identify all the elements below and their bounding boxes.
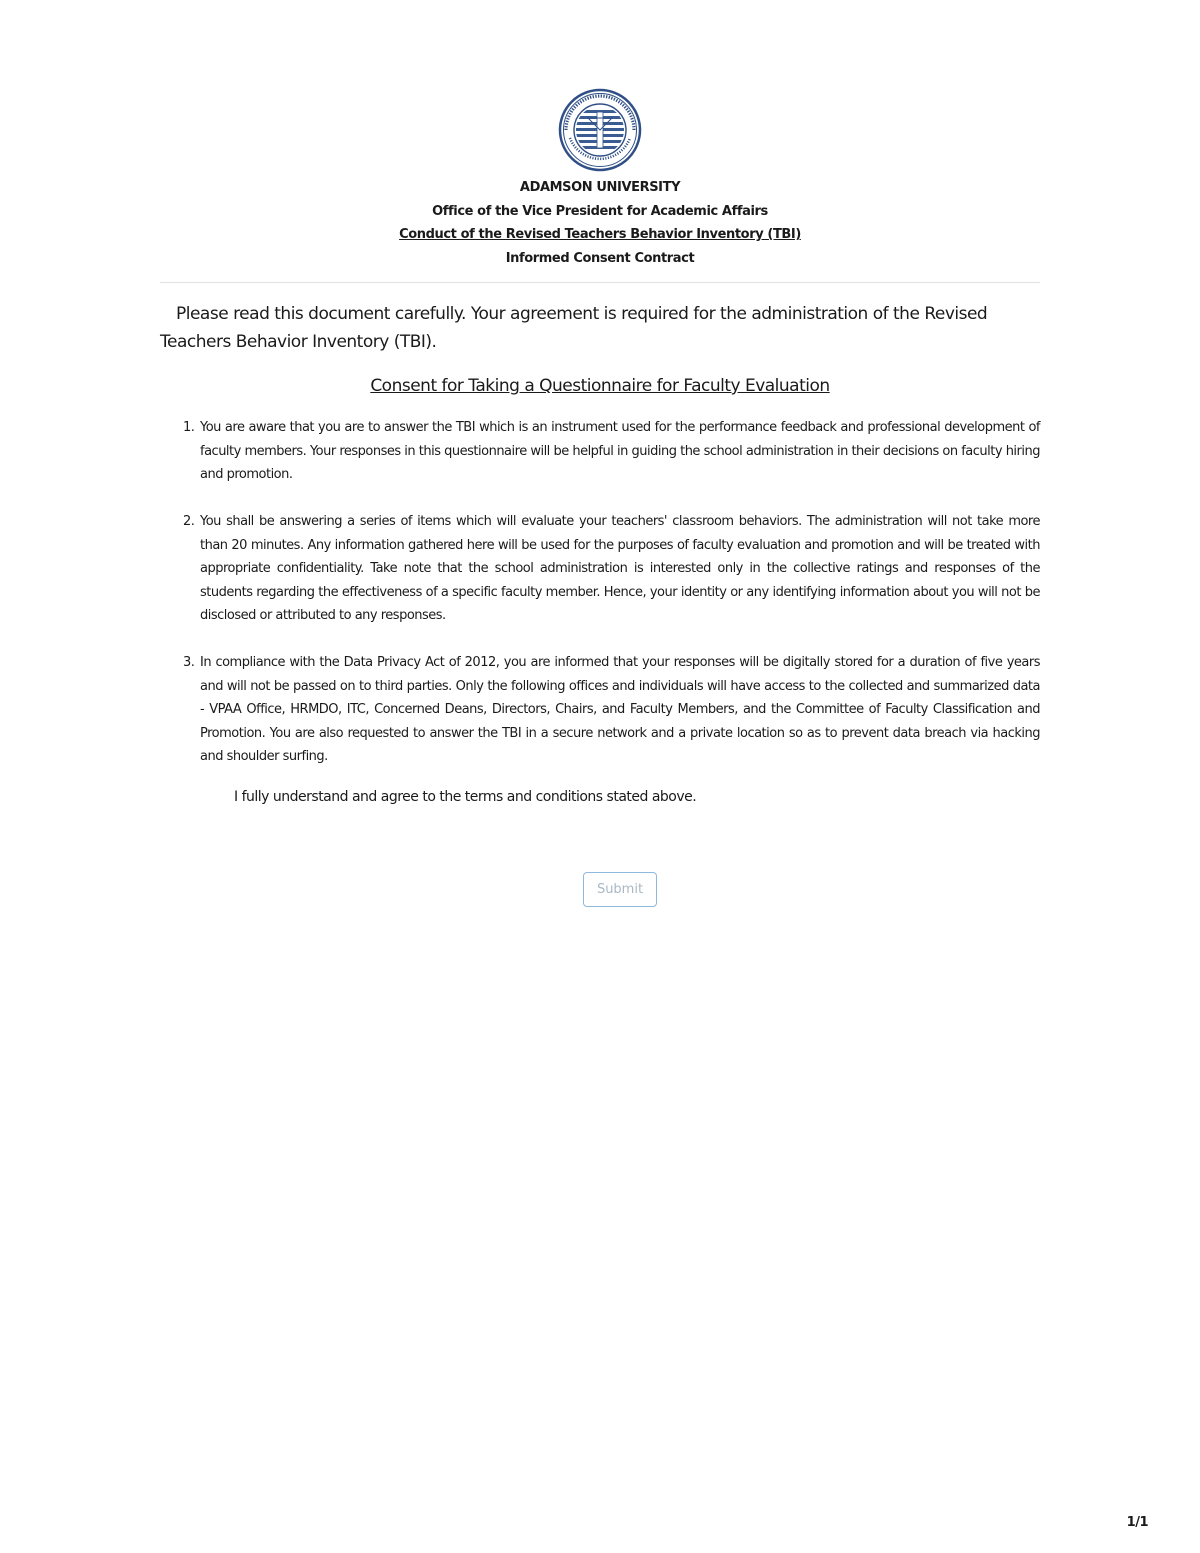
intro-paragraph: Please read this document carefully. Your agreement is required for the administration of the Revised Teachers Behavior Inventory (TBI).: [160, 304, 988, 352]
term-number: 3.: [183, 655, 195, 670]
header-divider: [160, 282, 1040, 283]
terms-list: [183, 416, 1040, 792]
term-item: [183, 416, 1040, 487]
university-seal-icon: [558, 88, 642, 172]
university-name: ADAMSON UNIVERSITY: [519, 180, 681, 195]
agreement-statement: I fully understand and agree to the terms and conditions stated above.: [234, 789, 697, 805]
submit-button[interactable]: Submit: [583, 872, 657, 907]
term-text: In compliance with the Data Privacy Act of 2012, you are informed that your responses will be digitally stored for a duration of five years and will not be passed on to third parties. Only the following offices and individuals will have access to the collected and summarized data - VPAA Office, HRMDO, ITC, Concerned Deans, Directors, Chairs, and Faculty Members, and the Committee of Faculty Classification and Promotion. You are also requested to answer the TBI in a secure network and a private location so as to prevent data breach via hacking and shoulder surfing.: [200, 655, 1040, 764]
contract-title: Informed Consent Contract: [505, 250, 695, 266]
page-number: 1/1: [1126, 1515, 1148, 1530]
term-text: You are aware that you are to answer the TBI which is an instrument used for the performance feedback and professional development of faculty members. Your responses in this questionnaire will be helpful in guiding the school administration in their decisions on faculty hiring and promotion.: [200, 420, 1040, 482]
term-item: [183, 651, 1040, 769]
document-header: [160, 176, 1040, 270]
conduct-title: Conduct of the Revised Teachers Behavior Inventory (TBI): [399, 227, 801, 242]
term-item: [183, 510, 1040, 628]
term-number: 1.: [183, 420, 195, 435]
consent-title: Consent for Taking a Questionnaire for Faculty Evaluation: [370, 376, 830, 396]
term-text: You shall be answering a series of items which will evaluate your teachers' classroom behaviors. The administration will not take more than 20 minutes. Any information gathered here will be used for the purposes of faculty evaluation and promotion and will be treated with appropriate confidentiality. Take note that the school administration is interested only in the collective ratings and responses of the students regarding the effectiveness of a specific faculty member. Hence, your identity or any identifying information about you will not be disclosed or attributed to any responses.: [200, 514, 1040, 623]
office-name: Office of the Vice President for Academic Affairs: [432, 203, 768, 219]
term-number: 2.: [183, 514, 195, 529]
